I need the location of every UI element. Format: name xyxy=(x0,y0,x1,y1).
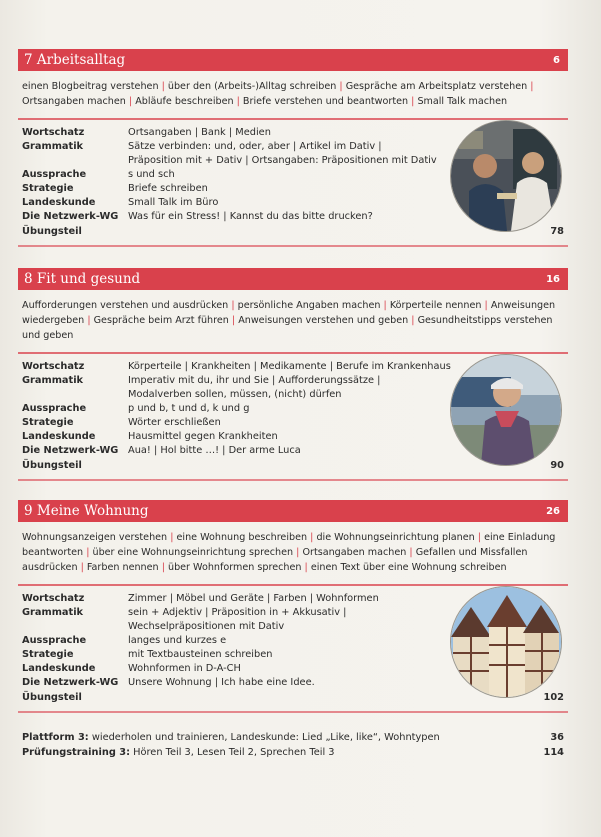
intro-item: Gesundheitstipps verstehen und geben xyxy=(22,315,553,341)
topic-label: Landeskunde xyxy=(22,197,96,208)
topic-label: Grammatik xyxy=(22,607,84,618)
topic-value: Was für ein Stress! | Kannst du das bitte drucken? xyxy=(128,211,373,222)
topics-block xyxy=(18,592,568,692)
intro-item: einen Text über eine Wohnung schreiben xyxy=(310,562,507,573)
intro-item: Briefe verstehen und beantworten xyxy=(242,96,409,107)
topic-label: Landeskunde xyxy=(22,663,96,674)
topic-label: Wortschatz xyxy=(22,593,85,604)
topic-value: Hausmittel gegen Krankheiten xyxy=(128,431,278,442)
topic-value: Präposition mit + Dativ | Ortsangaben: Präpositionen mit Dativ xyxy=(128,155,437,166)
topic-value: s und sch xyxy=(128,169,175,180)
chapter-intro: einen Blogbeitrag verstehen | über den (Arbeits-)Alltag schreiben | Gespräche am Arbeitsplatz verstehen | Ortsangaben machen | Abläufe beschreiben | Briefe verstehen und beantworten | Small Talk machen xyxy=(22,81,534,107)
intro-item: eine Einladung beantworten xyxy=(22,532,556,558)
exercise-label: Übungsteil xyxy=(22,460,82,471)
topic-value: sein + Adjektiv | Präposition in + Akkusativ | xyxy=(128,607,347,618)
topic-label: Wortschatz xyxy=(22,361,85,372)
divider xyxy=(18,479,568,481)
intro-item: Ortsangaben machen xyxy=(22,96,126,107)
topic-label: Aussprache xyxy=(22,635,87,646)
intro-item: Anweisungen verstehen und geben xyxy=(238,315,409,326)
topic-value: langes und kurzes e xyxy=(128,635,227,646)
intro-item: über den (Arbeits-)Alltag schreiben xyxy=(167,81,337,92)
pruefung-page: 114 xyxy=(543,747,564,758)
timbered-houses-photo xyxy=(450,586,562,698)
pruefung-row xyxy=(22,745,564,760)
topic-value: Unsere Wohnung | Ich habe eine Idee. xyxy=(128,677,315,688)
intro-item: Gespräche beim Arzt führen xyxy=(93,315,229,326)
topic-label: Wortschatz xyxy=(22,127,85,138)
intro-item: Anweisungen wiedergeben xyxy=(22,300,556,326)
intro-item: Wohnungsanzeigen verstehen xyxy=(22,532,168,543)
plattform-label: Plattform 3: xyxy=(22,732,89,743)
intro-item: Abläufe beschreiben xyxy=(135,96,234,107)
topic-value: Aua! | Hol bitte …! | Der arme Luca xyxy=(128,445,301,456)
intro-item: Körperteile nennen xyxy=(389,300,482,311)
appendix-block xyxy=(22,730,564,760)
pruefung-label: Prüfungstraining 3: xyxy=(22,747,130,758)
topic-value: Ortsangaben | Bank | Medien xyxy=(128,127,271,138)
exercise-label: Übungsteil xyxy=(22,226,82,237)
topic-value: Körperteile | Krankheiten | Medikamente | Berufe im Krankenhaus xyxy=(128,361,451,372)
chapter-header xyxy=(18,268,568,290)
topic-label: Grammatik xyxy=(22,375,84,386)
topic-value: Briefe schreiben xyxy=(128,183,208,194)
divider xyxy=(18,118,568,120)
office-photo xyxy=(450,120,562,232)
intro-item: Small Talk machen xyxy=(417,96,508,107)
topic-value: p und b, t und d, k und g xyxy=(128,403,250,414)
topics-block xyxy=(18,360,568,460)
topic-value: Zimmer | Möbel und Geräte | Farben | Wohnformen xyxy=(128,593,379,604)
chapter-page: 6 xyxy=(553,54,560,66)
chapter-page: 16 xyxy=(546,273,560,285)
intro-item: über eine Wohnungseinrichtung sprechen xyxy=(92,547,294,558)
topic-value: Wechselpräpositionen mit Dativ xyxy=(128,621,285,632)
chapter-intro: Wohnungsanzeigen verstehen | eine Wohnung beschreiben | die Wohnungseinrichtung planen | eine Einladung beantworten | über eine Wohnungseinrichtung sprechen | Ortsangaben machen | Gefallen und Missfallen ausdrücken | Farben nennen | über Wohnformen sprechen | einen Text über eine Wohnung schreiben xyxy=(22,532,556,573)
divider xyxy=(18,584,568,586)
intro-item: Aufforderungen verstehen und ausdrücken xyxy=(22,300,229,311)
chapter-intro: Aufforderungen verstehen und ausdrücken | persönliche Angaben machen | Körperteile nennen | Anweisungen wiedergeben | Gespräche beim Arzt führen | Anweisungen verstehen und geben | Gesundheitstipps verstehen und geben xyxy=(22,300,556,341)
cyclist-photo xyxy=(450,354,562,466)
topics-block xyxy=(18,126,568,226)
topic-label: Strategie xyxy=(22,183,74,194)
chapter-page: 26 xyxy=(546,505,560,517)
topic-value: Sätze verbinden: und, oder, aber | Artikel im Dativ | xyxy=(128,141,382,152)
topic-value: Modalverben sollen, müssen, (nicht) dürfen xyxy=(128,389,342,400)
topic-value: Wörter erschließen xyxy=(128,417,221,428)
intro-item: persönliche Angaben machen xyxy=(237,300,381,311)
intro-item: Gespräche am Arbeitsplatz verstehen xyxy=(345,81,528,92)
topic-label: Landeskunde xyxy=(22,431,96,442)
topic-value: Imperativ mit du, ihr und Sie | Aufforderungssätze | xyxy=(128,375,381,386)
exercise-label: Übungsteil xyxy=(22,692,82,703)
divider xyxy=(18,711,568,713)
topic-label: Strategie xyxy=(22,649,74,660)
intro-item: Gefallen und Missfallen ausdrücken xyxy=(22,547,528,573)
divider xyxy=(18,245,568,247)
divider xyxy=(18,352,568,354)
intro-item: über Wohnformen sprechen xyxy=(167,562,302,573)
chapter-7 xyxy=(18,49,568,247)
topic-label: Aussprache xyxy=(22,403,87,414)
chapter-title: 8 Fit und gesund xyxy=(24,271,141,287)
topic-label: Die Netzwerk-WG xyxy=(22,211,119,222)
chapter-9 xyxy=(18,500,568,713)
pruefung-text: Hören Teil 3, Lesen Teil 2, Sprechen Teil 3 xyxy=(133,747,335,758)
chapter-title: 7 Arbeitsalltag xyxy=(24,52,126,68)
plattform-row xyxy=(22,730,564,745)
plattform-text: wiederholen und trainieren, Landeskunde: Lied „Like, like“, Wohntypen xyxy=(91,732,440,743)
topic-label: Die Netzwerk-WG xyxy=(22,677,119,688)
exercise-page: 78 xyxy=(550,226,564,237)
topic-label: Strategie xyxy=(22,417,74,428)
chapter-title: 9 Meine Wohnung xyxy=(24,503,149,519)
intro-item: Farben nennen xyxy=(86,562,159,573)
topic-value: mit Textbausteinen schreiben xyxy=(128,649,273,660)
exercise-page: 90 xyxy=(550,460,564,471)
plattform-page: 36 xyxy=(550,732,564,743)
intro-item: eine Wohnung beschreiben xyxy=(176,532,308,543)
topic-value: Small Talk im Büro xyxy=(128,197,219,208)
intro-item: einen Blogbeitrag verstehen xyxy=(22,81,159,92)
exercise-page: 102 xyxy=(543,692,564,703)
intro-item: Ortsangaben machen xyxy=(302,547,407,558)
topic-label: Grammatik xyxy=(22,141,84,152)
topic-label: Die Netzwerk-WG xyxy=(22,445,119,456)
chapter-8 xyxy=(18,268,568,481)
topic-label: Aussprache xyxy=(22,169,87,180)
intro-item: die Wohnungseinrichtung planen xyxy=(316,532,475,543)
chapter-header xyxy=(18,49,568,71)
topic-value: Wohnformen in D-A-CH xyxy=(128,663,241,674)
chapter-header xyxy=(18,500,568,522)
